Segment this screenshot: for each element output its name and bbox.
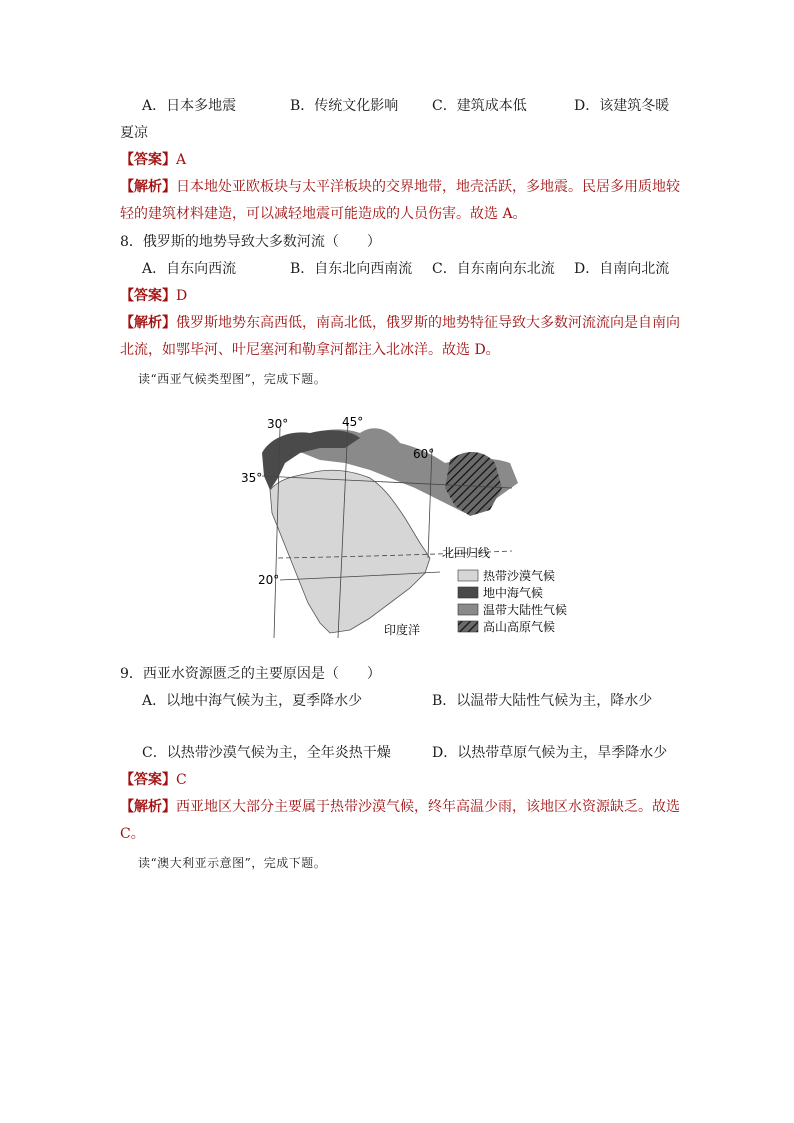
lat-label-35: 35° xyxy=(241,471,263,485)
lat-label-20: 20° xyxy=(258,573,280,587)
legend-label-temperate: 温带大陆性气候 xyxy=(483,603,568,617)
analysis-tag: 【解析】 xyxy=(120,315,176,331)
q8-analysis-line1 xyxy=(120,313,680,333)
analysis-text: 日本地处亚欧板块与太平洋板块的交界地带，地壳活跃，多地震。民居多用质地较 xyxy=(176,179,680,195)
west-asia-climate-map xyxy=(241,408,585,643)
answer-tag: 【答案】 xyxy=(120,152,176,168)
q9-answer xyxy=(120,770,187,790)
q8-option-c: C．自东南向东北流 xyxy=(432,261,555,277)
q9-question: 9．西亚水资源匮乏的主要原因是（ ） xyxy=(120,666,381,682)
q9-option-b: B．以温带大陆性气候为主，降水少 xyxy=(432,693,653,709)
map2-intro: 读“澳大利亚示意图”，完成下题。 xyxy=(138,856,327,870)
q9-analysis-line1 xyxy=(120,797,680,817)
q7-option-b: B．传统文化影响 xyxy=(290,98,399,114)
lon-label-60: 60° xyxy=(413,447,435,461)
analysis-text: 俄罗斯地势东高西低，南高北低，俄罗斯的地势特征导致大多数河流流向是自南向 xyxy=(176,315,680,331)
q9-option-d: D．以热带草原气候为主，旱季降水少 xyxy=(432,745,668,761)
q7-option-wrap: 夏凉 xyxy=(120,125,148,141)
legend-swatch-desert xyxy=(458,570,478,581)
answer-value: C xyxy=(176,772,187,788)
map-intro: 读“西亚气候类型图”，完成下题。 xyxy=(138,372,327,386)
answer-value: D xyxy=(176,288,188,304)
analysis-tag: 【解析】 xyxy=(120,179,176,195)
legend-label-highland: 高山高原气候 xyxy=(483,620,556,634)
lon-label-45: 45° xyxy=(342,415,364,429)
analysis-text: 西亚地区大部分主要属于热带沙漠气候，终年高温少雨，该地区水资源缺乏。故选 xyxy=(176,799,680,815)
q7-analysis-line1 xyxy=(120,177,680,197)
q7-option-a: A．日本多地震 xyxy=(142,98,237,114)
q8-answer xyxy=(120,286,187,306)
q7-answer xyxy=(120,150,186,170)
q9-option-c: C．以热带沙漠气候为主，全年炎热干燥 xyxy=(142,745,391,761)
q8-option-d: D．自南向北流 xyxy=(574,261,670,277)
q7-analysis-line2: 轻的建筑材料建造，可以减轻地震可能造成的人员伤害。故选 A。 xyxy=(120,206,527,222)
answer-tag: 【答案】 xyxy=(120,288,176,304)
q7-option-d: D．该建筑冬暖 xyxy=(574,98,670,114)
lon-label-30: 30° xyxy=(267,417,289,431)
q9-analysis-line2: C。 xyxy=(120,826,145,842)
q8-option-b: B．自东北向西南流 xyxy=(290,261,413,277)
q7-option-c: C．建筑成本低 xyxy=(432,98,527,114)
legend-label-mediterranean: 地中海气候 xyxy=(483,586,544,600)
legend-swatch-temperate xyxy=(458,604,478,615)
legend-swatch-mediterranean xyxy=(458,587,478,598)
ocean-label: 印度洋 xyxy=(384,623,421,637)
answer-tag: 【答案】 xyxy=(120,772,176,788)
q8-analysis-line2: 北流，如鄂毕河、叶尼塞河和勒拿河都注入北冰洋。故选 D。 xyxy=(120,342,500,358)
q8-question: 8．俄罗斯的地势导致大多数河流（ ） xyxy=(120,234,381,250)
legend-label-desert: 热带沙漠气候 xyxy=(483,569,556,583)
q8-option-a: A．自东向西流 xyxy=(142,261,237,277)
tropic-label: 北回归线 xyxy=(442,546,491,560)
legend-swatch-highland xyxy=(458,621,478,632)
q9-option-a: A．以地中海气候为主，夏季降水少 xyxy=(142,693,363,709)
answer-value: A xyxy=(176,152,187,168)
analysis-tag: 【解析】 xyxy=(120,799,176,815)
